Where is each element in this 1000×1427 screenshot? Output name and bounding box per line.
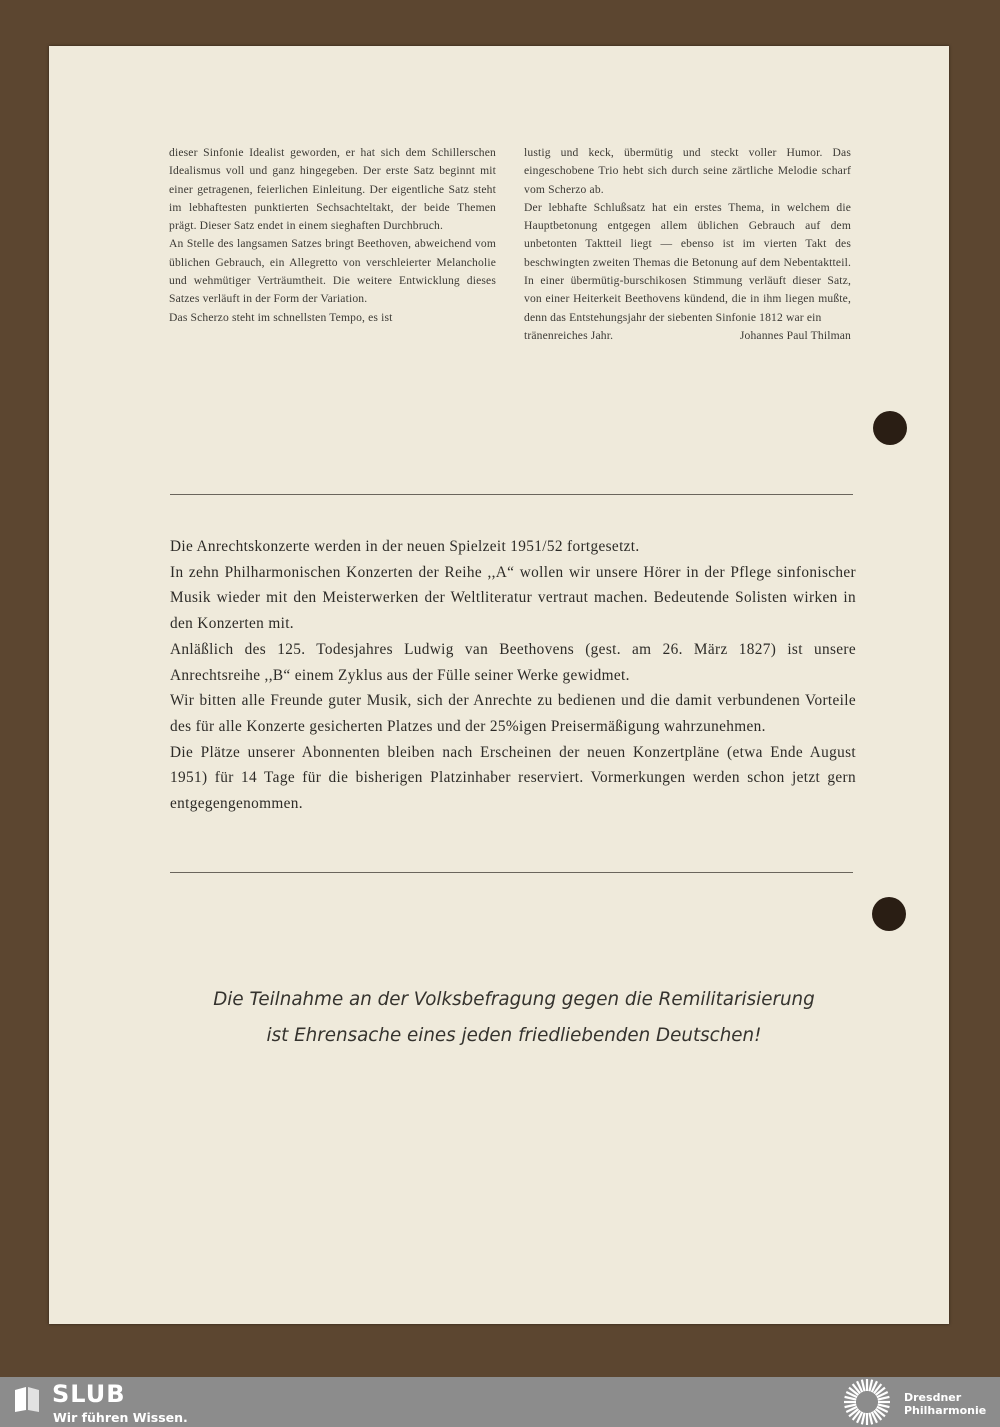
notice-paragraph-2: In zehn Philharmonischen Konzerten der Reihe ,,A“ wollen wir unsere Hörer in der Pflege sinfonischer Musik wieder mit den Meisterwerken der Weltliteratur vertraut machen. Bedeutende Solisten wirken in den Konzerten mit. [170, 563, 856, 633]
author-name: Johannes Paul Thilman [739, 328, 851, 342]
left-column [169, 144, 496, 327]
left-paragraph-2: An Stelle des langsamen Satzes bringt Beethoven, abweichend vom üblichen Gebrauch, ein Allegretto von verschleierter Melancholie und wehmütiger Verträumtheit. Die weitere Entwicklung dieses Satzes verläuft in der Form der Variation. [169, 237, 496, 306]
sunburst-ray [862, 1380, 865, 1392]
appeal-line-1: Die Teilnahme an der Volksbefragung gegen die Remilitarisierung [213, 989, 815, 1010]
program-page [49, 46, 949, 1324]
notice-paragraph-5: Die Plätze unserer Abonnenten bleiben nach Erscheinen der neuen Konzertpläne (etwa Ende August 1951) für 14 Tage für die bisherigen Platzinhaber reserviert. Vormerkungen werden schon jetzt gern entgegengenommen. [170, 743, 856, 813]
punch-hole-lower [872, 897, 906, 931]
right-column [524, 144, 851, 345]
divider-bottom [170, 872, 853, 873]
sunburst-ray [878, 1404, 890, 1407]
philharmonie-sunburst-icon[interactable] [840, 1377, 894, 1427]
sunburst-ray [845, 1397, 857, 1400]
divider-top [170, 494, 853, 495]
notice-paragraph-1: Die Anrechtskonzerte werden in der neuen Spielzeit 1951/52 fortgesetzt. [170, 538, 640, 555]
partner-name [904, 1391, 986, 1417]
signature-line [524, 327, 851, 345]
sunburst-ray [869, 1380, 872, 1392]
footer-bar [0, 1377, 1000, 1427]
sunburst-ray [869, 1413, 872, 1425]
partner-line-1: Dresdner [904, 1391, 962, 1404]
slub-book-icon[interactable] [12, 1384, 42, 1414]
sunburst-ray [862, 1413, 865, 1425]
slub-name[interactable]: SLUB [52, 1380, 126, 1408]
peace-appeal [149, 982, 879, 1054]
sunburst-ray [878, 1397, 890, 1400]
subscription-notice [170, 534, 856, 817]
right-last-line: tränenreiches Jahr. [524, 328, 614, 342]
partner-line-2: Philharmonie [904, 1404, 987, 1417]
notice-paragraph-4: Wir bitten alle Freunde guter Musik, sich der Anrechte zu bedienen und die damit verbundenen Vorteile des für alle Konzerte gesicherten Platzes und der 25%igen Preisermäßigung wahrzunehmen. [170, 692, 856, 735]
slub-tagline: Wir führen Wissen. [53, 1410, 188, 1425]
sunburst-ray [845, 1404, 857, 1407]
notice-paragraph-3: Anläßlich des 125. Todesjahres Ludwig van Beethovens (gest. am 26. März 1827) ist unsere Anrechtsreihe ,,B“ einem Zyklus aus der Fülle seiner Werke gewidmet. [170, 640, 856, 684]
left-paragraph-1: dieser Sinfonie Idealist geworden, er hat sich dem Schillerschen Idealismus voll und ganz hingegeben. Der erste Satz beginnt mit einer getragenen, feierlichen Einleitung. Der eigentliche Satz steht im lebhaftesten punktierten Sechsachteltakt, der beide Themen prägt. Dieser Satz endet in einem sieghaften Durchbruch. [169, 146, 496, 233]
left-paragraph-3: Das Scherzo steht im schnellsten Tempo, es ist [169, 310, 393, 324]
right-paragraph-2: Der lebhafte Schlußsatz hat ein erstes Thema, in welchem die Hauptbetonung entgegen allem üblichen Gebrauch auf dem unbetonten Taktteil liegt — ebenso ist im vierten Takt des beschwingten zweiten Themas die Betonung auf dem Nebentaktteil. In einer übermütig-burschikosen Stimmung verläuft dieser Satz, von einer Heiterkeit Beethovens kündend, die in ihm liegen mußte, denn das Entstehungsjahr der siebenten Sinfonie 1812 war ein [524, 200, 851, 324]
right-paragraph-1: lustig und keck, übermütig und steckt voller Humor. Das eingeschobene Trio hebt sich durch seine zärtliche Melodie scharf vom Scherzo ab. [524, 146, 851, 196]
punch-hole-upper [873, 411, 907, 445]
appeal-line-2: ist Ehrensache eines jeden friedliebenden Deutschen! [266, 1025, 762, 1046]
